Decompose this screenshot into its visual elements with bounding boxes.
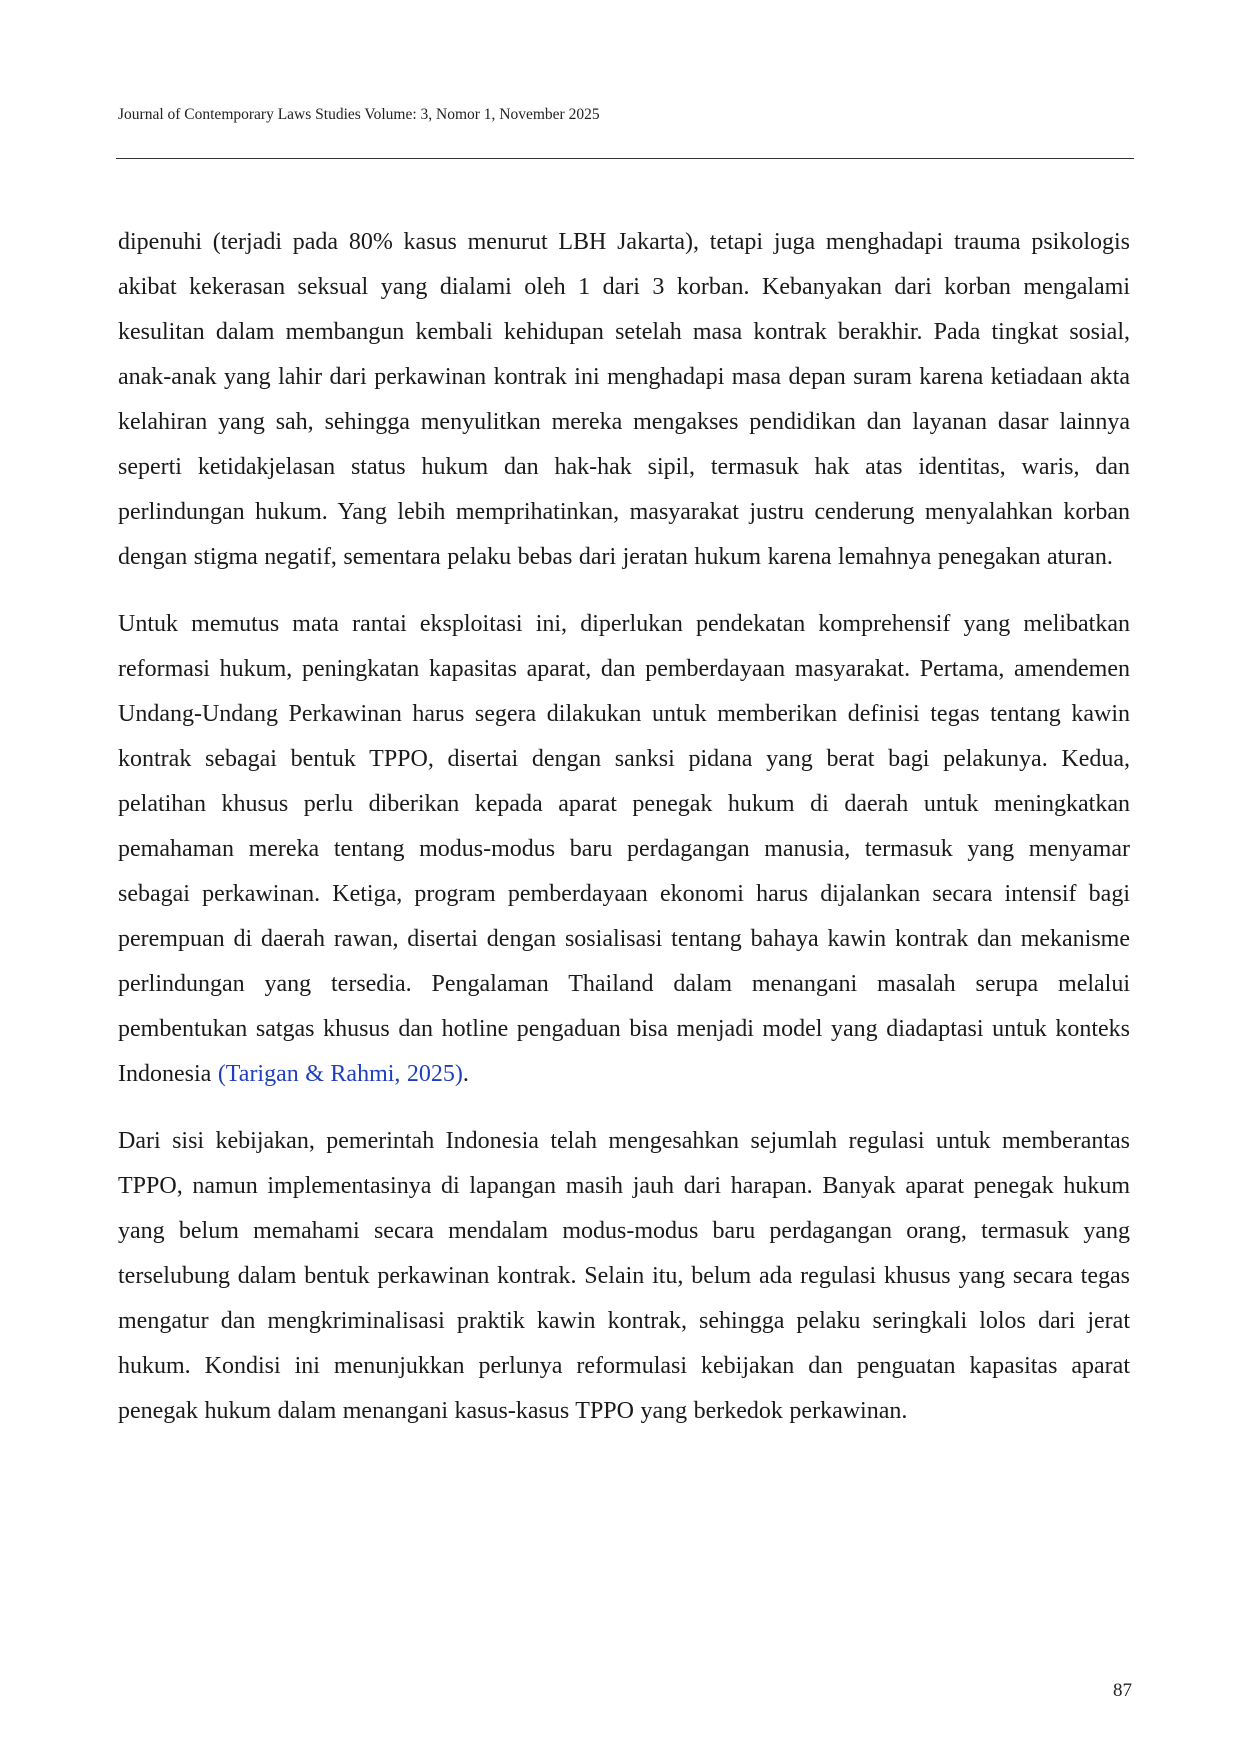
- paragraph-1: [118, 220, 1130, 580]
- paragraph-2: [118, 602, 1130, 1097]
- paragraph-2-text: Untuk memutus mata rantai eksploitasi ini, diperlukan pendekatan komprehensif yang melibatkan reformasi hukum, peningkatan kapasitas aparat, dan pemberdayaan masyarakat. Pertama, amendemen Undang-Undang Perkawinan harus segera dilakukan untuk memberikan definisi tegas tentang kawin kontrak sebagai bentuk TPPO, disertai dengan sanksi pidana yang berat bagi pelakunya. Kedua, pelatihan khusus perlu diberikan kepada aparat penegak hukum di daerah untuk meningkatkan pemahaman mereka tentang modus-modus baru perdagangan manusia, termasuk yang menyamar sebagai perkawinan. Ketiga, program pemberdayaan ekonomi harus dijalankan secara intensif bagi perempuan di daerah rawan, disertai dengan sosialisasi tentang bahaya kawin kontrak dan mekanisme perlindungan yang tersedia. Pengalaman Thailand dalam menangani masalah serupa melalui pembentukan satgas khusus dan hotline pengaduan bisa menjadi model yang diadaptasi untuk konteks Indonesia: [118, 611, 1130, 1087]
- paragraph-1-text: dipenuhi (terjadi pada 80% kasus menurut LBH Jakarta), tetapi juga menghadapi trauma psikologis akibat kekerasan seksual yang dialami oleh 1 dari 3 korban. Kebanyakan dari korban mengalami kesulitan dalam membangun kembali kehidupan setelah masa kontrak berakhir. Pada tingkat sosial, anak-anak yang lahir dari perkawinan kontrak ini menghadapi masa depan suram karena ketiadaan akta kelahiran yang sah, sehingga menyulitkan mereka mengakses pendidikan dan layanan dasar lainnya seperti ketidakjelasan status hukum dan hak-hak sipil, termasuk hak atas identitas, waris, dan perlindungan hukum. Yang lebih memprihatinkan, masyarakat justru cenderung menyalahkan korban dengan stigma negatif, sementara pelaku bebas dari jeratan hukum karena lemahnya penegakan aturan.: [118, 229, 1130, 570]
- running-header: Journal of Contemporary Laws Studies Volume: 3, Nomor 1, November 2025: [118, 106, 600, 123]
- article-body: [118, 220, 1130, 1456]
- paragraph-3-text: Dari sisi kebijakan, pemerintah Indonesia telah mengesahkan sejumlah regulasi untuk memberantas TPPO, namun implementasinya di lapangan masih jauh dari harapan. Banyak aparat penegak hukum yang belum memahami secara mendalam modus-modus baru perdagangan orang, termasuk yang terselubung dalam bentuk perkawinan kontrak. Selain itu, belum ada regulasi khusus yang secara tegas mengatur dan mengkriminalisasi praktik kawin kontrak, sehingga pelaku seringkali lolos dari jerat hukum. Kondisi ini menunjukkan perlunya reformulasi kebijakan dan penguatan kapasitas aparat penegak hukum dalam menangani kasus-kasus TPPO yang berkedok perkawinan.: [118, 1128, 1130, 1424]
- paragraph-3: [118, 1119, 1130, 1434]
- paragraph-2-suffix: .: [462, 1061, 469, 1087]
- page-number: 87: [1113, 1680, 1132, 1701]
- citation-link-tarigan-rahmi[interactable]: (Tarigan & Rahmi, 2025): [217, 1061, 463, 1087]
- header-divider: [116, 158, 1134, 159]
